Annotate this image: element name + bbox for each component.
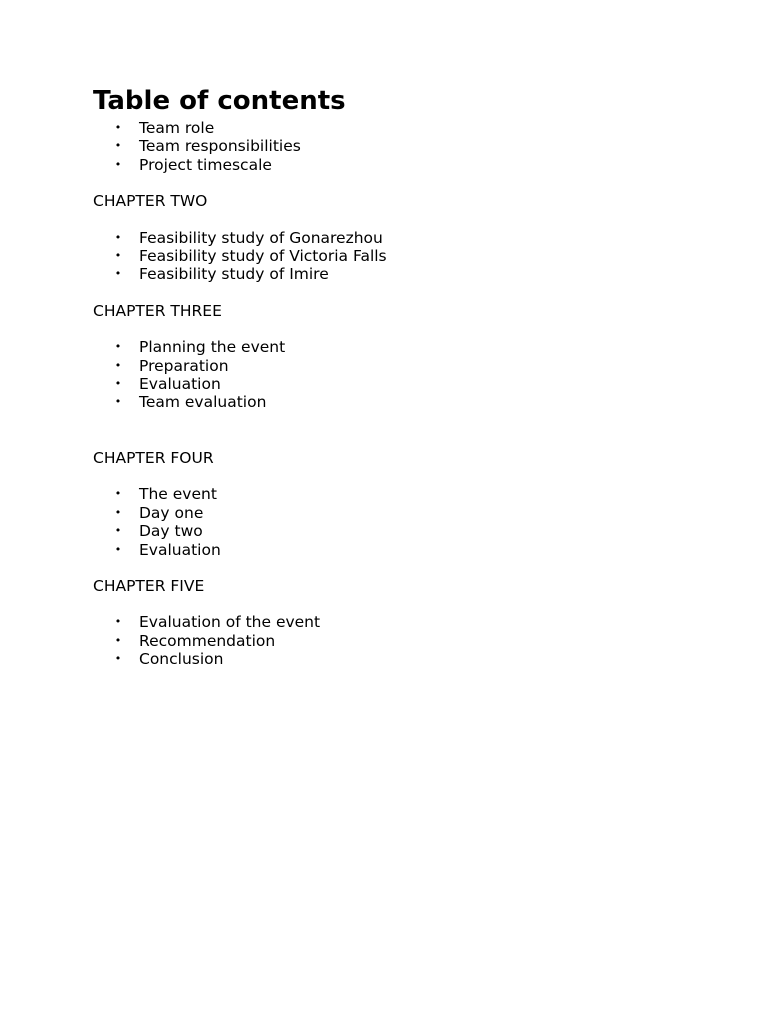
bullet-icon: • <box>114 377 122 391</box>
chapter-list <box>93 338 733 412</box>
list-item <box>93 650 733 668</box>
list-item <box>93 375 733 393</box>
list-item <box>93 229 733 247</box>
bullet-icon: • <box>114 633 122 647</box>
list-item-text: Evaluation <box>139 375 221 394</box>
intro-list <box>93 119 733 174</box>
chapter-heading: CHAPTER THREE <box>93 301 222 320</box>
chapter-heading: CHAPTER FOUR <box>93 448 214 467</box>
list-item <box>93 156 733 174</box>
list-item <box>93 632 733 650</box>
list-item-text: Recommendation <box>139 631 276 650</box>
bullet-icon: • <box>114 267 122 281</box>
chapter-list <box>93 229 733 284</box>
list-item <box>93 137 733 155</box>
list-item-text: Conclusion <box>139 650 224 669</box>
bullet-icon: • <box>114 249 122 263</box>
chapter-heading: CHAPTER FIVE <box>93 576 205 595</box>
list-item-text: Planning the event <box>139 338 286 357</box>
list-item-text: Preparation <box>139 356 229 375</box>
bullet-icon: • <box>114 340 122 354</box>
bullet-icon: • <box>114 358 122 372</box>
list-item-text: Project timescale <box>139 155 272 174</box>
list-item <box>93 265 733 283</box>
bullet-icon: • <box>114 652 122 666</box>
list-item-text: Feasibility study of Gonarezhou <box>139 228 383 247</box>
bullet-icon: • <box>114 542 122 556</box>
list-item-text: Evaluation <box>139 540 221 559</box>
bullet-icon: • <box>114 121 122 134</box>
chapter-heading: CHAPTER TWO <box>93 192 208 211</box>
list-item <box>93 357 733 375</box>
list-item <box>93 485 733 503</box>
list-item-text: Feasibility study of Imire <box>139 265 329 284</box>
bullet-icon: • <box>114 139 122 153</box>
page-title: Table of contents <box>93 86 346 116</box>
list-item-text: The event <box>139 485 217 504</box>
document-page <box>93 83 733 669</box>
list-item <box>93 119 733 137</box>
list-item <box>93 522 733 540</box>
bullet-icon: • <box>114 395 122 409</box>
chapter-list <box>93 613 733 668</box>
list-item <box>93 247 733 265</box>
list-item <box>93 541 733 559</box>
bullet-icon: • <box>114 524 122 538</box>
bullet-icon: • <box>114 505 122 519</box>
list-item-text: Team evaluation <box>139 393 267 412</box>
bullet-icon: • <box>114 487 122 501</box>
list-item-text: Team role <box>139 119 215 137</box>
list-item <box>93 613 733 631</box>
list-item <box>93 504 733 522</box>
list-item-text: Evaluation of the event <box>139 613 321 632</box>
chapter-list <box>93 485 733 559</box>
list-item <box>93 393 733 411</box>
list-item-text: Feasibility study of Victoria Falls <box>139 247 387 266</box>
list-item-text: Team responsibilities <box>139 137 301 156</box>
bullet-icon: • <box>114 615 122 629</box>
bullet-icon: • <box>114 230 122 244</box>
list-item-text: Day one <box>139 503 204 522</box>
list-item <box>93 338 733 356</box>
list-item-text: Day two <box>139 522 203 541</box>
bullet-icon: • <box>114 157 122 171</box>
